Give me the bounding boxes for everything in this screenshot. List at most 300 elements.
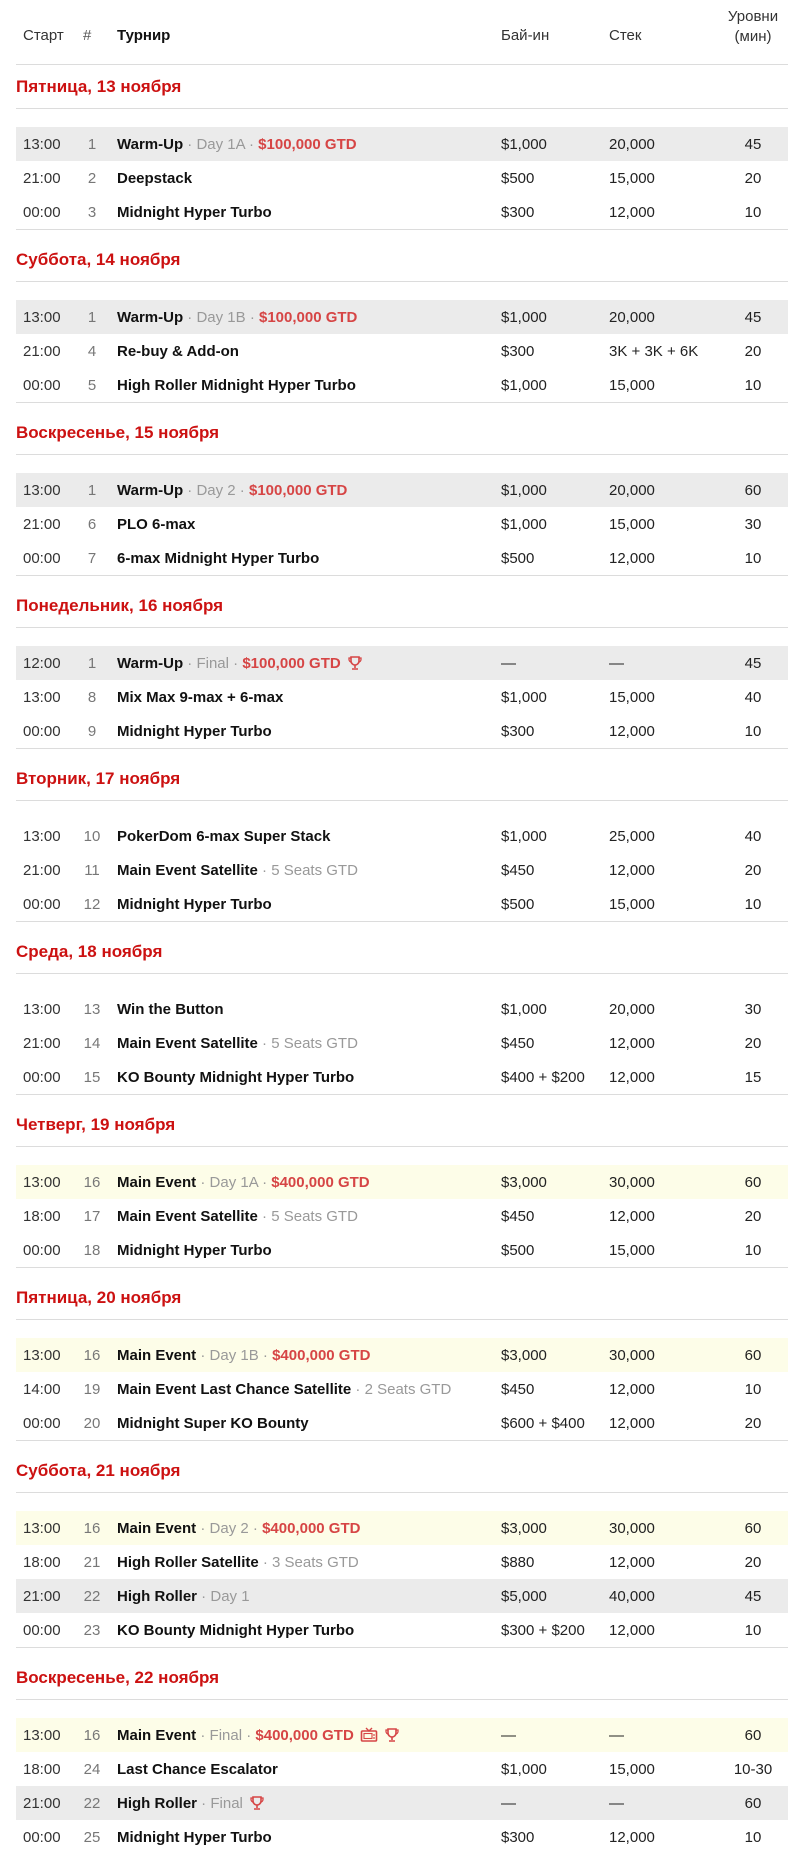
levels: 45 (744, 136, 762, 153)
day-section (16, 1449, 788, 1656)
levels: 15 (744, 1069, 762, 1086)
header-buyin: Бай-ин (501, 27, 550, 44)
buyin: $1,000 (501, 136, 547, 153)
stack: 30,000 (609, 1520, 655, 1537)
day-divider (16, 921, 788, 922)
tournament-name[interactable]: Midnight Hyper Turbo (117, 204, 272, 221)
table-row[interactable] (16, 195, 788, 229)
tournament-name[interactable]: Main Event (117, 1727, 197, 1744)
tournament-number: 18 (83, 1242, 101, 1259)
levels: 60 (744, 1795, 762, 1812)
tournament-cell (117, 309, 357, 326)
day-section (16, 584, 788, 757)
tournament-number: 17 (83, 1208, 101, 1225)
start-time: 14:00 (23, 1381, 61, 1398)
start-time: 21:00 (23, 170, 61, 187)
tournament-number: 24 (83, 1761, 101, 1778)
tournament-cell (117, 862, 358, 879)
tournament-stage: 5 Seats GTD (271, 1035, 358, 1052)
stack: — (609, 655, 624, 672)
day-divider (16, 1146, 788, 1147)
start-time: 21:00 (23, 516, 61, 533)
tournament-number: 1 (87, 136, 97, 153)
table-row[interactable] (16, 853, 788, 887)
tournament-number: 19 (83, 1381, 101, 1398)
stack: 12,000 (609, 862, 655, 879)
tournament-number: 1 (87, 482, 97, 499)
tournament-cell (117, 1829, 272, 1846)
levels: 10 (744, 1242, 762, 1259)
levels: 10 (744, 1829, 762, 1846)
tournament-number: 22 (83, 1588, 101, 1605)
tournament-name[interactable]: Main Event Last Chance Satellite (117, 1381, 352, 1398)
guarantee: $100,000 GTD (242, 655, 341, 672)
tournament-cell (117, 723, 272, 740)
tournament-name[interactable]: Warm-Up (117, 136, 184, 153)
tournament-number: 2 (87, 170, 97, 187)
header-number: # (83, 27, 92, 44)
tournament-number: 1 (87, 309, 97, 326)
tournament-name[interactable]: 6-max Midnight Hyper Turbo (117, 550, 320, 567)
tournament-cell (117, 377, 356, 394)
start-time: 13:00 (23, 1520, 61, 1537)
stack: 30,000 (609, 1347, 655, 1364)
day-section (16, 757, 788, 930)
buyin: $300 (501, 204, 535, 221)
tournament-number: 6 (87, 516, 97, 533)
stack: 12,000 (609, 1829, 655, 1846)
levels: 40 (744, 689, 762, 706)
tournament-cell (117, 1381, 451, 1398)
table-row[interactable] (16, 1511, 788, 1545)
table-row[interactable] (16, 819, 788, 853)
buyin: $5,000 (501, 1588, 547, 1605)
day-title: Воскресенье, 22 ноября (16, 1668, 220, 1687)
buyin: $1,000 (501, 377, 547, 394)
trophy-icon (249, 1795, 265, 1815)
tournament-stage: Day 1A (209, 1174, 258, 1191)
start-time: 13:00 (23, 136, 61, 153)
table-row[interactable] (16, 887, 788, 921)
start-time: 13:00 (23, 828, 61, 845)
table-row[interactable] (16, 300, 788, 334)
start-time: 18:00 (23, 1761, 61, 1778)
day-section (16, 1103, 788, 1276)
separator-dot: · (183, 482, 197, 499)
stack: 15,000 (609, 896, 655, 913)
levels: 60 (744, 1347, 762, 1364)
buyin: $1,000 (501, 828, 547, 845)
tournament-cell (117, 1588, 250, 1605)
tournament-name[interactable]: Win the Button (117, 1001, 224, 1018)
table-row[interactable] (16, 1199, 788, 1233)
separator-dot: · (244, 136, 259, 153)
table-header (16, 0, 788, 65)
tournament-number: 15 (83, 1069, 101, 1086)
levels: 30 (744, 516, 762, 533)
tournament-name[interactable]: Re-buy & Add-on (117, 343, 239, 360)
tournament-number: 16 (83, 1347, 101, 1364)
stack: 15,000 (609, 1761, 655, 1778)
start-time: 21:00 (23, 1588, 61, 1605)
day-divider (16, 1440, 788, 1441)
start-time: 00:00 (23, 1829, 61, 1846)
tournament-name[interactable]: Midnight Hyper Turbo (117, 723, 272, 740)
start-time: 21:00 (23, 343, 61, 360)
table-row[interactable] (16, 1165, 788, 1199)
tournament-stage: Final (196, 655, 229, 672)
table-row[interactable] (16, 992, 788, 1026)
levels: 10 (744, 550, 762, 567)
header-levels: Уровни (мин) (727, 8, 779, 45)
tournament-cell (117, 1035, 358, 1052)
buyin: — (501, 655, 516, 672)
tournament-name[interactable]: Midnight Hyper Turbo (117, 896, 272, 913)
table-row[interactable] (16, 1372, 788, 1406)
tournament-cell (117, 136, 357, 153)
tournament-name[interactable]: Warm-Up (117, 655, 184, 672)
stack: 12,000 (609, 1381, 655, 1398)
day-list (16, 65, 788, 1862)
header-start: Старт (23, 27, 64, 44)
table-row[interactable] (16, 127, 788, 161)
day-title: Пятница, 20 ноября (16, 1288, 182, 1307)
table-row[interactable] (16, 1752, 788, 1786)
buyin: $1,000 (501, 689, 547, 706)
tournament-cell (117, 1795, 265, 1815)
buyin: $450 (501, 1381, 535, 1398)
buyin: $3,000 (501, 1520, 547, 1537)
tournament-cell (117, 1242, 272, 1259)
tournament-cell (117, 689, 283, 706)
tournament-name[interactable]: Main Event Satellite (117, 1035, 258, 1052)
tournament-cell (117, 828, 330, 845)
levels: 20 (744, 170, 762, 187)
levels: 20 (744, 1415, 762, 1432)
day-divider (16, 108, 788, 109)
stack: 12,000 (609, 1035, 655, 1052)
separator-dot: · (257, 1174, 272, 1191)
stack: — (609, 1727, 624, 1744)
tournament-name[interactable]: Warm-Up (117, 309, 184, 326)
tournament-number: 9 (87, 723, 97, 740)
table-row[interactable] (16, 1406, 788, 1440)
levels: 60 (744, 1520, 762, 1537)
stack: 20,000 (609, 1001, 655, 1018)
start-time: 13:00 (23, 1727, 61, 1744)
separator-dot: · (257, 1208, 272, 1225)
table-row[interactable] (16, 541, 788, 575)
start-time: 21:00 (23, 862, 61, 879)
day-divider (16, 627, 788, 628)
tournament-cell (117, 1001, 224, 1018)
separator-dot: · (228, 655, 243, 672)
start-time: 00:00 (23, 1415, 61, 1432)
guarantee: $100,000 GTD (248, 482, 348, 499)
start-time: 12:00 (23, 655, 61, 672)
guarantee: $400,000 GTD (255, 1727, 354, 1744)
day-section (16, 238, 788, 411)
levels: 20 (744, 343, 762, 360)
table-row[interactable] (16, 1338, 788, 1372)
tournament-number: 4 (87, 343, 97, 360)
table-row[interactable] (16, 161, 788, 195)
tournament-name[interactable]: Main Event Satellite (117, 862, 258, 879)
tv-icon (360, 1727, 378, 1747)
levels: 30 (744, 1001, 762, 1018)
tournament-name[interactable]: PLO 6-max (117, 516, 196, 533)
guarantee: $100,000 GTD (259, 309, 358, 326)
buyin: $3,000 (501, 1174, 547, 1191)
tournament-stage: Final (210, 1795, 243, 1812)
tournament-number: 5 (87, 377, 97, 394)
tournament-name[interactable]: KO Bounty Midnight Hyper Turbo (117, 1622, 355, 1639)
levels: 10 (744, 204, 762, 221)
tournament-name[interactable]: Main Event Satellite (117, 1208, 258, 1225)
start-time: 21:00 (23, 1035, 61, 1052)
levels: 10 (744, 377, 762, 394)
buyin: $600 + $400 (501, 1415, 585, 1432)
levels: 20 (744, 1554, 762, 1571)
start-time: 13:00 (23, 1174, 61, 1191)
tournament-name[interactable]: Warm-Up (117, 482, 184, 499)
stack: 12,000 (609, 1622, 655, 1639)
buyin: $300 (501, 343, 535, 360)
day-divider (16, 973, 788, 974)
separator-dot: · (183, 136, 197, 153)
tournament-name[interactable]: High Roller (117, 1795, 198, 1812)
tournament-number: 22 (83, 1795, 101, 1812)
tournament-cell (117, 1520, 360, 1537)
separator-dot: · (351, 1381, 365, 1398)
day-divider (16, 748, 788, 749)
tournament-number: 23 (83, 1622, 101, 1639)
day-divider (16, 454, 788, 455)
tournament-number: 20 (83, 1415, 101, 1432)
day-section (16, 1276, 788, 1449)
tournament-number: 14 (83, 1035, 101, 1052)
levels: 45 (744, 655, 762, 672)
tournament-name[interactable]: High Roller (117, 1588, 198, 1605)
start-time: 00:00 (23, 1622, 61, 1639)
stack: 3K + 3K + 6K (609, 343, 699, 360)
buyin: $1,000 (501, 516, 547, 533)
stack: 30,000 (609, 1174, 655, 1191)
day-title: Понедельник, 16 ноября (16, 596, 224, 615)
table-row[interactable] (16, 507, 788, 541)
buyin: $880 (501, 1554, 535, 1571)
start-time: 00:00 (23, 723, 61, 740)
buyin: $1,000 (501, 309, 547, 326)
day-divider (16, 1319, 788, 1320)
separator-dot: · (196, 1174, 210, 1191)
levels: 10 (744, 723, 762, 740)
buyin: $500 (501, 896, 535, 913)
levels: 10 (744, 1381, 762, 1398)
buyin: $500 (501, 1242, 535, 1259)
separator-dot: · (183, 655, 197, 672)
tournament-name[interactable]: Midnight Hyper Turbo (117, 1242, 272, 1259)
tournament-number: 16 (83, 1727, 101, 1744)
levels: 40 (744, 828, 762, 845)
tournament-cell (117, 516, 195, 533)
day-divider (16, 1647, 788, 1648)
stack: 15,000 (609, 170, 655, 187)
tournament-cell (117, 1622, 354, 1639)
tournament-cell (117, 1347, 370, 1364)
tournament-number: 10 (83, 828, 101, 845)
separator-dot: · (248, 1520, 263, 1537)
tournament-name[interactable]: Main Event (117, 1174, 197, 1191)
tournament-cell (117, 1761, 278, 1778)
separator-dot: · (183, 309, 197, 326)
tournament-name[interactable]: Deepstack (117, 170, 193, 187)
tournament-stage: Day 2 (196, 482, 236, 499)
tournament-number: 3 (87, 204, 97, 221)
guarantee: $400,000 GTD (272, 1347, 371, 1364)
schedule-table (16, 0, 788, 1862)
tournament-name[interactable]: Mix Max 9-max + 6-max (117, 689, 284, 706)
start-time: 00:00 (23, 204, 61, 221)
start-time: 00:00 (23, 1242, 61, 1259)
table-row[interactable] (16, 1718, 788, 1752)
tournament-cell (117, 1415, 309, 1432)
start-time: 13:00 (23, 309, 61, 326)
tournament-name[interactable]: Main Event (117, 1520, 197, 1537)
levels: 10 (744, 896, 762, 913)
table-row[interactable] (16, 473, 788, 507)
tournament-cell (117, 170, 192, 187)
trophy-icon (384, 1727, 400, 1747)
tournament-stage: Day 1B (196, 309, 246, 326)
tournament-cell (117, 1174, 370, 1191)
tournament-number: 13 (83, 1001, 101, 1018)
start-time: 13:00 (23, 689, 61, 706)
table-row[interactable] (16, 1233, 788, 1267)
levels: 10 (744, 1622, 762, 1639)
tournament-name[interactable]: High Roller Satellite (117, 1554, 259, 1571)
stack: 20,000 (609, 309, 655, 326)
tournament-number: 25 (83, 1829, 101, 1846)
day-title: Суббота, 21 ноября (16, 1461, 181, 1480)
start-time: 13:00 (23, 1347, 61, 1364)
tournament-number: 16 (83, 1520, 101, 1537)
day-section (16, 411, 788, 584)
tournament-name[interactable]: KO Bounty Midnight Hyper Turbo (117, 1069, 355, 1086)
tournament-name[interactable]: Main Event (117, 1347, 197, 1364)
guarantee: $400,000 GTD (271, 1174, 370, 1191)
day-section (16, 930, 788, 1103)
levels: 20 (744, 1208, 762, 1225)
tournament-stage: 5 Seats GTD (271, 862, 358, 879)
table-row[interactable] (16, 714, 788, 748)
day-divider (16, 229, 788, 230)
levels: 45 (744, 309, 762, 326)
stack: 20,000 (609, 482, 655, 499)
stack: 12,000 (609, 1208, 655, 1225)
table-row[interactable] (16, 1820, 788, 1854)
tournament-stage: Day 2 (209, 1520, 249, 1537)
buyin: $300 + $200 (501, 1622, 585, 1639)
stack: 12,000 (609, 204, 655, 221)
tournament-name[interactable]: Midnight Hyper Turbo (117, 1829, 272, 1846)
day-divider (16, 1699, 788, 1700)
separator-dot: · (242, 1727, 256, 1744)
table-row[interactable] (16, 1060, 788, 1094)
buyin: $3,000 (501, 1347, 547, 1364)
buyin: $500 (501, 170, 535, 187)
separator-dot: · (235, 482, 249, 499)
tournament-number: 11 (84, 862, 100, 879)
start-time: 18:00 (23, 1554, 61, 1571)
header-stack: Стек (609, 27, 642, 44)
table-row[interactable] (16, 368, 788, 402)
day-divider (16, 402, 788, 403)
tournament-name[interactable]: Last Chance Escalator (117, 1761, 278, 1778)
stack: 40,000 (609, 1588, 655, 1605)
table-row[interactable] (16, 1786, 788, 1820)
stack: 25,000 (609, 828, 655, 845)
separator-dot: · (196, 1520, 210, 1537)
buyin: $450 (501, 1035, 535, 1052)
separator-dot: · (197, 1795, 211, 1812)
trophy-icon (347, 655, 363, 675)
table-row[interactable] (16, 1613, 788, 1647)
levels: 60 (744, 482, 762, 499)
separator-dot: · (257, 862, 272, 879)
table-row[interactable] (16, 1545, 788, 1579)
table-row[interactable] (16, 1579, 788, 1613)
stack: 20,000 (609, 136, 655, 153)
tournament-number: 21 (83, 1554, 101, 1571)
tournament-number: 8 (87, 689, 97, 706)
tournament-name[interactable]: PokerDom 6-max Super Stack (117, 828, 331, 845)
day-title: Пятница, 13 ноября (16, 77, 182, 96)
stack: 15,000 (609, 689, 655, 706)
stack: 12,000 (609, 1554, 655, 1571)
stack: 15,000 (609, 516, 655, 533)
table-row[interactable] (16, 680, 788, 714)
start-time: 13:00 (23, 482, 61, 499)
stack: 12,000 (609, 723, 655, 740)
tournament-name[interactable]: High Roller Midnight Hyper Turbo (117, 377, 356, 394)
tournament-cell (117, 1208, 358, 1225)
day-divider (16, 1267, 788, 1268)
tournament-cell (117, 896, 272, 913)
tournament-stage: Final (209, 1727, 243, 1744)
tournament-name[interactable]: Midnight Super KO Bounty (117, 1415, 309, 1432)
day-title: Воскресенье, 15 ноября (16, 423, 220, 442)
table-row[interactable] (16, 1026, 788, 1060)
tournament-number: 7 (87, 550, 97, 567)
day-divider (16, 1492, 788, 1493)
table-row[interactable] (16, 334, 788, 368)
tournament-cell (117, 204, 272, 221)
guarantee: $100,000 GTD (258, 136, 357, 153)
stack: 15,000 (609, 377, 655, 394)
start-time: 00:00 (23, 896, 61, 913)
table-row[interactable] (16, 646, 788, 680)
day-divider (16, 1094, 788, 1095)
day-title: Вторник, 17 ноября (16, 769, 181, 788)
guarantee: $400,000 GTD (262, 1520, 361, 1537)
buyin: $1,000 (501, 1761, 547, 1778)
tournament-cell (117, 343, 239, 360)
levels: 60 (744, 1174, 762, 1191)
stack: 12,000 (609, 1415, 655, 1432)
tournament-stage: Day 1A (196, 136, 245, 153)
buyin: $300 (501, 723, 535, 740)
